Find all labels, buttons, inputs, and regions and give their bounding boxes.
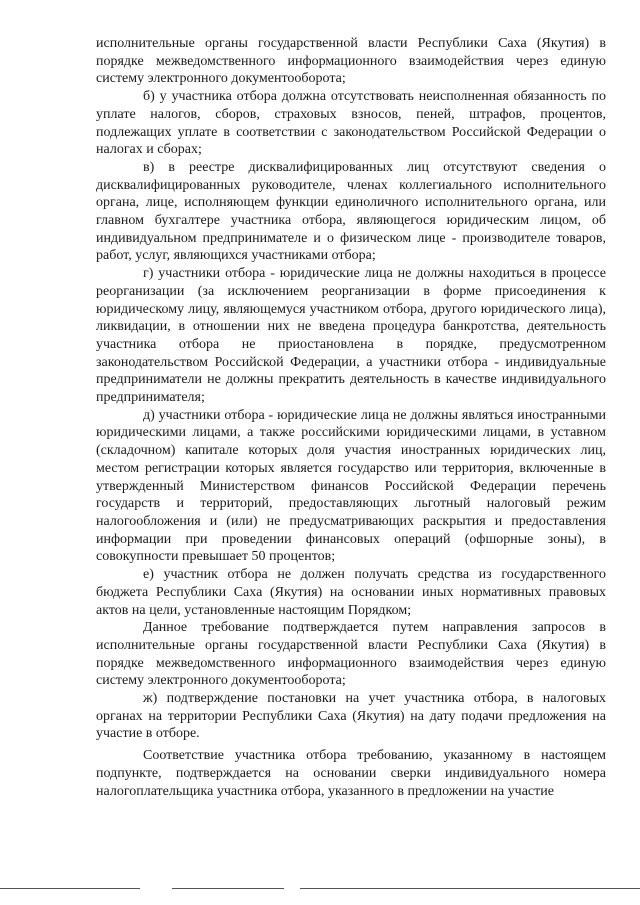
document-body — [96, 35, 606, 800]
paragraph-item-e: е) участник отбора не должен получать средства из государственного бюджета Республики Саха (Якутия) на основании иных нормативных правовых актов на цели, установленные настоящим Порядком; — [96, 567, 606, 618]
paragraph-continuation: исполнительные органы государственной власти Республики Саха (Якутия) в порядке межведомственного информационного взаимодействия через единую систему электронного документооборота; — [96, 36, 606, 87]
paragraph-item-b: б) у участника отбора должна отсутствовать неисполненная обязанность по уплате налогов, сборов, страховых взносов, пеней, штрафов, процентов, подлежащих уплате в соответствии с законодательством Российской Федерации о налогах и сборах; — [96, 89, 606, 158]
paragraph-requirement-confirmation: Данное требование подтверждается путем направления запросов в исполнительные органы государственной власти Республики Саха (Якутия) в порядке межведомственного информационного взаимодействия через единую систему электронного документооборота; — [96, 620, 606, 689]
paragraph-compliance: Соответствие участника отбора требованию, указанному в настоящем подпункте, подтверждается на основании сверки индивидуального номера налогоплательщика участника отбора, указанного в предложении на участие — [96, 748, 606, 799]
footer-rule — [0, 888, 140, 889]
paragraph-item-zh: ж) подтверждение постановки на учет участника отбора, в налоговых органах на территории Республики Саха (Якутия) на дату подачи предложения на участие в отборе. — [96, 691, 606, 742]
paragraph-item-d: д) участники отбора - юридические лица не должны являться иностранными юридическими лицами, а также российскими юридическими лицами, в уставном (складочном) капитале которых доля участия иностранных юридических лиц, местом регистрации которых является государство или территория, включенные в утвержденный Министерством финансов Российской Федерации перечень государств и территорий, предоставляющих льготный налоговый режим налогообложения и (или) не предусматривающих раскрытия и предоставления информации при проведении финансовых операций (офшорные зоны), в совокупности превышает 50 процентов; — [96, 407, 606, 565]
paragraph-item-v: в) в реестре дисквалифицированных лиц отсутствуют сведения о дисквалифицированных руководителе, членах коллегиального исполнительного органа, лице, исполняющем функции единоличного исполнительного органа, или главном бухгалтере участника отбора, являющегося юридическим лицом, об индивидуальном предпринимателе и о физическом лице - производителе товаров, работ, услуг, являющихся участниками отбора; — [96, 159, 606, 264]
footer-rule — [300, 888, 640, 889]
footer-rule — [172, 888, 284, 889]
paragraph-item-g: г) участники отбора - юридические лица не должны находиться в процессе реорганизации (за исключением реорганизации в форме присоединения к юридическому лицу, являющемуся участником отбора, другого юридического лица), ликвидации, в отношении них не введена процедура банкротства, деятельность участника отбора не приостановлена в порядке, предусмотренном законодательством Российской Федерации, а участники отбора - индивидуальные предприниматели не должны прекратить деятельность в качестве индивидуального предпринимателя; — [96, 266, 606, 406]
